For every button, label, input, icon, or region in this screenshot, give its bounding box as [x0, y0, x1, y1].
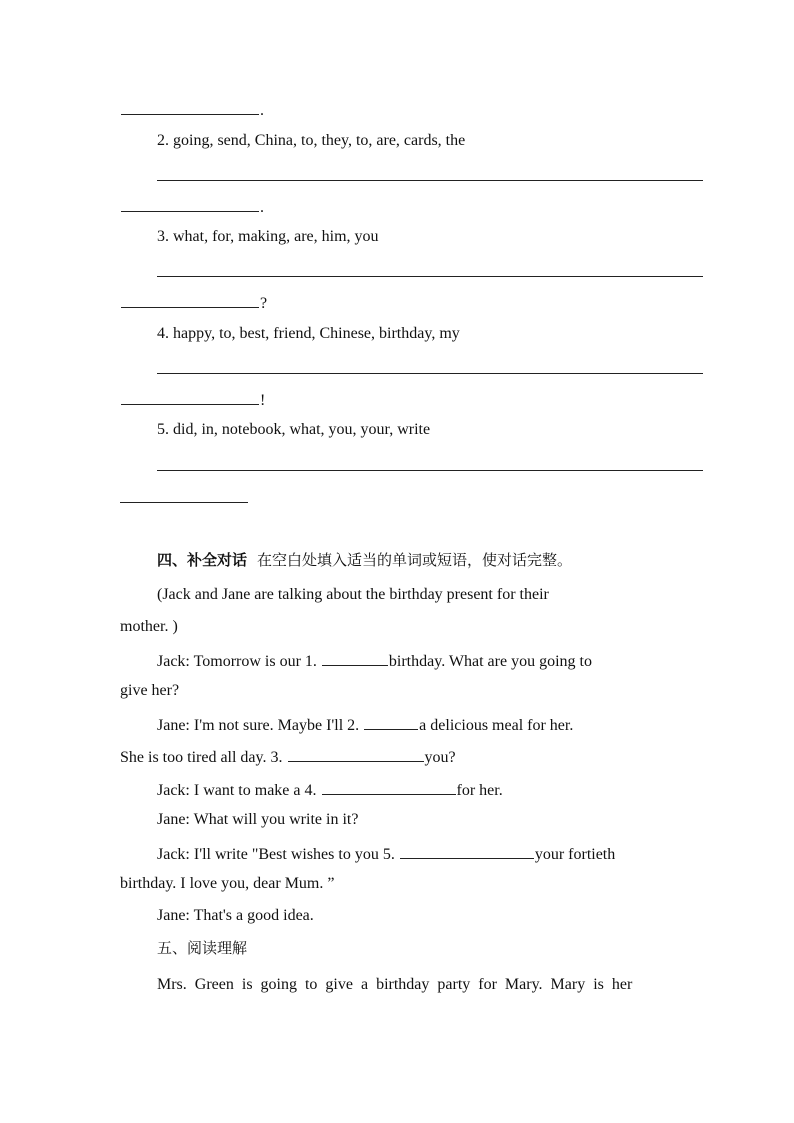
dialogue-line-2: Jane: I'm not sure. Maybe I'll 2. a delicious meal for her.	[157, 713, 573, 736]
dialogue-intro-2: mother. )	[120, 618, 178, 635]
blank-1[interactable]	[322, 649, 388, 666]
q2-answer-line	[120, 195, 264, 218]
q1-answer-line	[120, 98, 264, 121]
dialogue-line-5: Jane: What will you write in it?	[157, 811, 359, 828]
dialogue-line-6: Jack: I'll write "Best wishes to you 5. your fortieth	[157, 842, 615, 865]
punctuation: !	[260, 392, 266, 409]
answer-blank[interactable]	[121, 291, 259, 308]
dialogue-line-3: She is too tired all day. 3. you?	[120, 745, 456, 768]
blank-4[interactable]	[322, 778, 456, 795]
dialogue-line-7: Jane: That's a good idea.	[157, 907, 314, 924]
q2-prompt	[157, 131, 465, 151]
blank-2[interactable]	[364, 713, 418, 730]
q2-answer-rule[interactable]	[157, 180, 703, 181]
question-text: 2. going, send, China, to, they, to, are, cards, the	[157, 132, 466, 149]
answer-blank[interactable]	[121, 98, 259, 115]
section-heading: 四、补全对话	[157, 551, 248, 569]
punctuation: .	[260, 199, 264, 216]
punctuation: ?	[260, 295, 268, 312]
q4-answer-line	[120, 388, 265, 411]
dialogue-line-6-cont: birthday. I love you, dear Mum. ”	[120, 875, 335, 892]
dialogue-line-1-cont: give her?	[120, 682, 180, 699]
dialogue-line-1: Jack: Tomorrow is our 1. birthday. What are you going to	[157, 649, 592, 672]
dialogue-intro-1: (Jack and Jane are talking about the birthday present for their	[157, 586, 549, 603]
q3-answer-rule[interactable]	[157, 276, 703, 277]
reading-text-line-1: Mrs. Green is going to give a birthday party for Mary. Mary is her	[157, 976, 633, 993]
question-text: 5. did, in, notebook, what, you, your, write	[157, 421, 431, 438]
section-instruction: 在空白处填入适当的单词或短语，使对话完整。	[257, 551, 573, 569]
q3-answer-line	[120, 291, 267, 314]
q5-prompt	[157, 420, 430, 440]
question-text: 3. what, for, making, are, him, you	[157, 228, 379, 245]
dialogue-line-4: Jack: I want to make a 4. for her.	[157, 778, 503, 801]
answer-blank[interactable]	[121, 195, 259, 212]
blank-3[interactable]	[288, 745, 424, 762]
part4-heading-line	[157, 550, 572, 571]
q4-prompt	[157, 324, 460, 344]
question-text: 4. happy, to, best, friend, Chinese, birthday, my	[157, 325, 460, 342]
section-heading: 五、阅读理解	[157, 939, 248, 957]
blank-5[interactable]	[400, 842, 534, 859]
q5-answer-rule[interactable]	[157, 470, 703, 471]
q4-answer-rule[interactable]	[157, 373, 703, 374]
answer-blank[interactable]	[121, 388, 259, 405]
punctuation: .	[260, 102, 264, 119]
q3-prompt	[157, 227, 379, 247]
q5-answer-rule-2[interactable]	[120, 502, 248, 503]
part5-heading-line	[157, 938, 247, 959]
